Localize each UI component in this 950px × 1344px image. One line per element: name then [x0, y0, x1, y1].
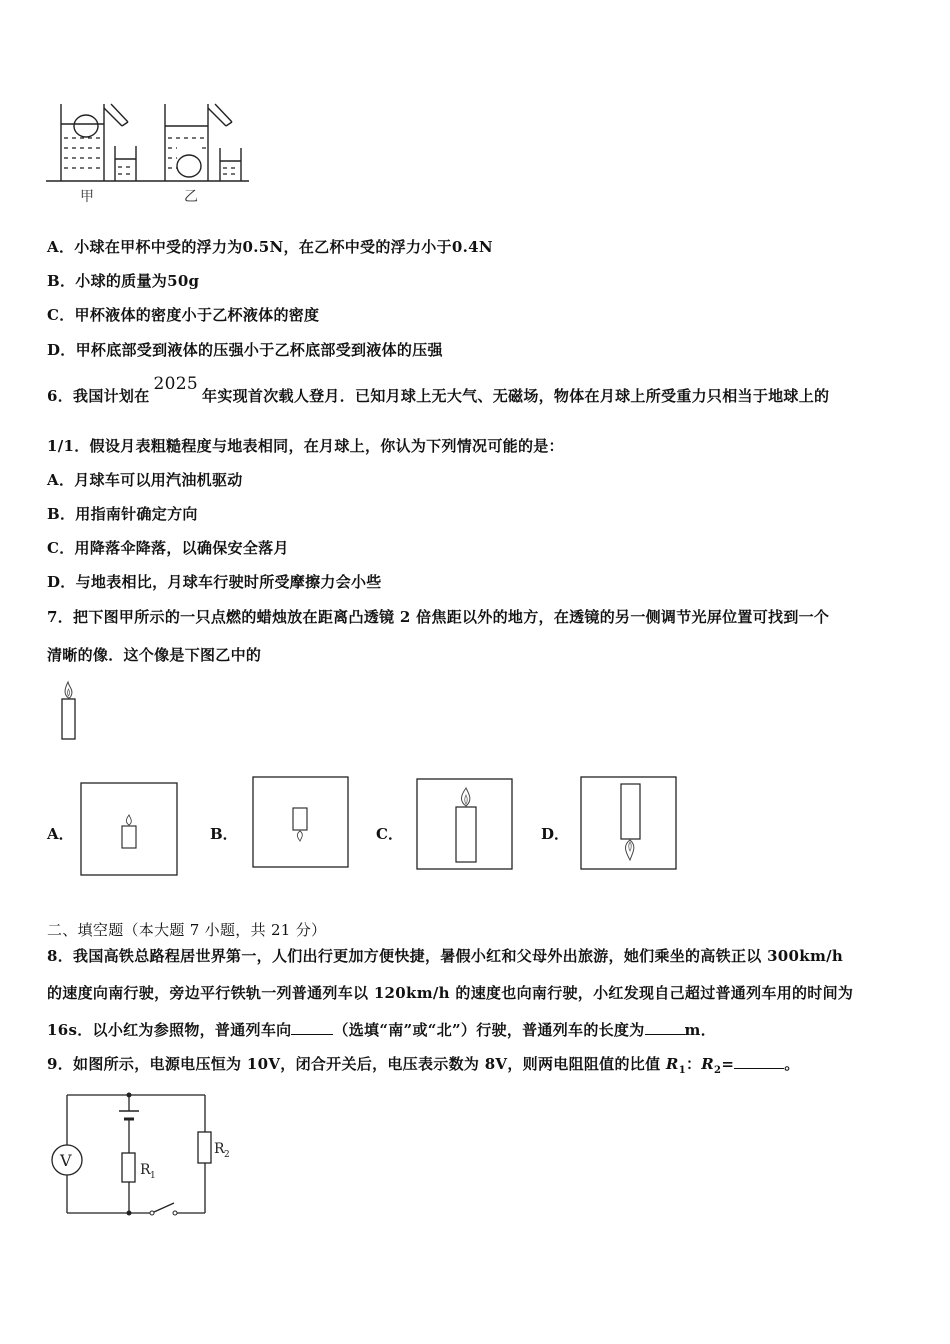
q6-option-d: D．与地表相比，月球车行驶时所受摩擦力会小些 — [47, 573, 382, 591]
q7-option-b-label: B． — [210, 825, 238, 843]
q6-option-a: A．月球车可以用汽油机驱动 — [47, 471, 243, 489]
q7-option-d-image — [580, 776, 677, 870]
q8-line1: 8．我国高铁总路程居世界第一，人们出行更加方便快捷，暑假小红和父母外出旅游，她们乘坐的高铁正以 300km/h — [47, 947, 844, 965]
q5-option-c: C．甲杯液体的密度小于乙杯液体的密度 — [47, 306, 320, 324]
q7-stem-line1: 7．把下图甲所示的一只点燃的蜡烛放在距离凸透镜 2 倍焦距以外的地方，在透镜的另一侧调节光屏位置可找到一个 — [47, 608, 830, 626]
q7-option-b-image — [252, 776, 349, 868]
section-2-heading: 二、填空题（本大题 7 小题，共 21 分） — [47, 921, 327, 939]
q8-line3-b: （选填“南”或“北”）行驶，普通列车的长度为 — [333, 1021, 645, 1039]
r1-label: R — [140, 1162, 151, 1178]
q8-line3-a: 16s．以小红为参照物，普通列车向 — [47, 1021, 292, 1039]
q6-option-c: C．用降落伞降落，以确保安全落月 — [47, 539, 289, 557]
beaker-figure — [44, 96, 254, 208]
label-jia: 甲 — [80, 189, 94, 205]
q9-blank-ratio[interactable] — [734, 1056, 784, 1069]
label-yi: 乙 — [184, 189, 198, 205]
q5-option-b: B．小球的质量为50g — [47, 272, 200, 290]
q6-suffix: 年实现首次载人登月．已知月球上无大气、无磁场，物体在月球上所受重力只相当于地球上的 — [202, 387, 830, 405]
candle-figure — [58, 680, 80, 742]
q7-option-c-label: C． — [376, 825, 403, 843]
q8-blank-length[interactable] — [645, 1022, 685, 1035]
r2-subscript: 2 — [224, 1150, 230, 1160]
circuit-diagram — [46, 1088, 246, 1223]
q8-blank-direction[interactable] — [291, 1022, 333, 1035]
q6-stem — [47, 374, 830, 406]
q9-r2: R — [701, 1055, 715, 1073]
q7-option-c-image — [416, 778, 513, 870]
q7-option-a-image — [80, 782, 178, 876]
q9-eq: = — [721, 1055, 735, 1073]
q9-r2-sub: 2 — [714, 1065, 722, 1076]
q7-option-d-label: D． — [541, 825, 570, 843]
q6-stem-line2: 1/1．假设月表粗糙程度与地表相同，在月球上，你认为下列情况可能的是： — [47, 437, 564, 455]
q8-line2: 的速度向南行驶，旁边平行铁轨一列普通列车以 120km/h 的速度也向南行驶，小红发现自己超过普通列车用的时间为 — [47, 984, 854, 1002]
q9-end: 。 — [784, 1055, 800, 1073]
r2-label: R — [214, 1141, 225, 1157]
voltmeter-label: V — [60, 1151, 72, 1170]
q8-line3-c: m． — [684, 1021, 717, 1039]
q7-stem-line2: 清晰的像．这个像是下图乙中的 — [47, 646, 262, 664]
q6-prefix: 6．我国计划在 — [47, 387, 150, 405]
q9-colon: ： — [685, 1055, 702, 1073]
q9-r1-sub: 1 — [678, 1065, 686, 1076]
q9-stem — [47, 1053, 800, 1076]
q8-line3 — [47, 1019, 716, 1040]
q5-option-a: A．小球在甲杯中受的浮力为0.5N，在乙杯中受的浮力小于0.4N — [47, 238, 493, 256]
q9-r1: R — [665, 1055, 679, 1073]
q9-text: 9．如图所示，电源电压恒为 10V，闭合开关后，电压表示数为 8V，则两电阻阻值的比值 — [47, 1055, 666, 1073]
q5-option-d: D．甲杯底部受到液体的压强小于乙杯底部受到液体的压强 — [47, 341, 443, 359]
q6-option-b: B．用指南针确定方向 — [47, 505, 198, 523]
q7-option-a-label: A． — [47, 825, 74, 843]
q6-year: 2025 — [153, 374, 199, 394]
r1-subscript: 1 — [150, 1171, 156, 1181]
